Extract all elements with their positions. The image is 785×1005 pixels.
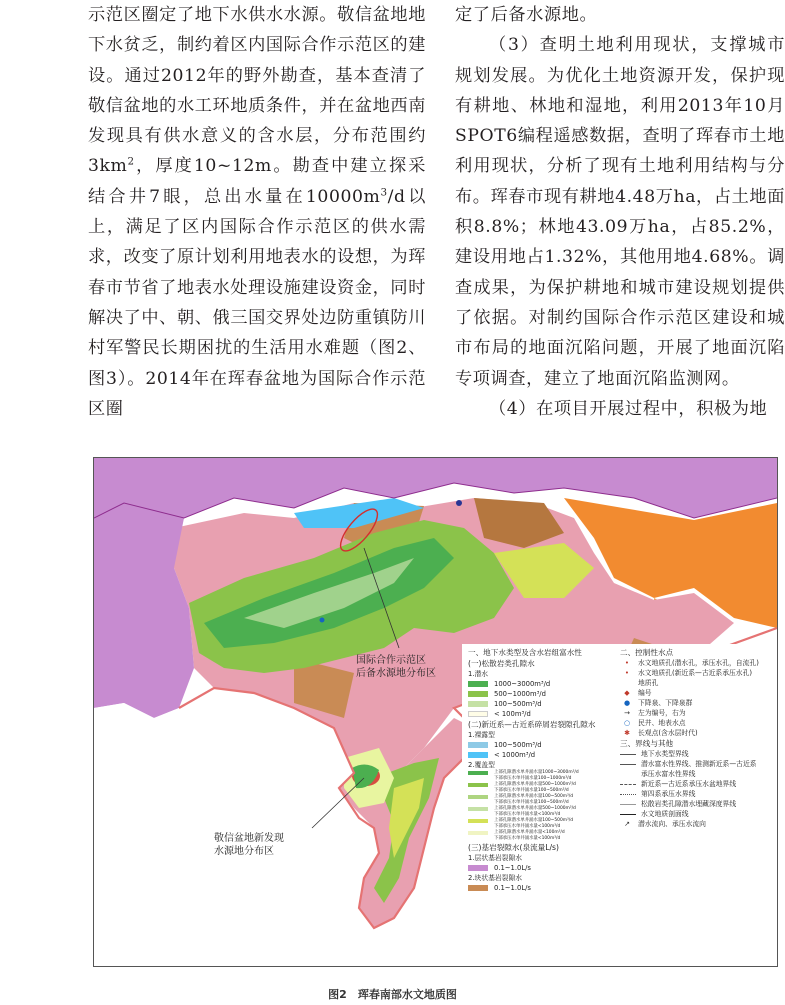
legend-line-4: 第四系承压水界线 — [620, 789, 765, 799]
legend-line-2: 潜水富水性界线、推测新近系—古近系承压水富水性界线 — [620, 759, 765, 779]
paragraph-project: （4）在项目开展过程中，积极为地 — [489, 398, 768, 419]
legend-q-3: 100~500m³/d — [468, 699, 618, 709]
arrow-icon: → — [624, 709, 630, 717]
legend-note: → 左为编号，右为 — [620, 708, 765, 718]
label-jingxin-source: 敬信盆地新发现 水源地分布区 — [214, 833, 284, 857]
legend-line-5: 松散岩类孔隙潜水埋藏深度界线 — [620, 799, 765, 809]
well-icon: ○ — [623, 719, 631, 727]
legend-line-3: 新近系—古近系承压水盆地界线 — [620, 779, 765, 789]
legend-civil-well: ○ 民井、地表水点 — [620, 718, 765, 728]
legend-q-1: 1000~3000m³/d — [468, 679, 618, 689]
monitor-icon: ✱ — [624, 729, 630, 737]
paragraph-left: 示范区圈定了地下水供水水源。敬信盆地地下水贫乏，制约着区内国际合作示范区的建设。通过2012年的野外勘查，基本查清了敬信盆地的水工环地质条件，并在盆地西南发现具有供水意义的含水层，分布范围约$3km^2$，厚度10~12m。勘查中建立探采结合井7眼，总出水量在$10000m^3/d$以上，满足了区内国际合作示范区的供水需求，改变了原计划利用地表水的设想，为珲春市节省了地表水处理设施建设资金，同时解决了中、朝、俄三国交界处边防重镇防川村军警民长期困扰的生活用水难题（图2、图3）。2014年在珲春盆地为国际合作示范区圈 — [88, 5, 426, 419]
paragraph-continued: 定了后备水源地。 — [455, 5, 598, 25]
legend-well-3: 地质孔 — [638, 679, 659, 687]
legend-f-list: 上部孔隙潜水单井涌水量1000~3000m³/d 下部承压水单井涌水量100~1000m³/d 上部孔隙潜水单井涌水量500~1000m³/d 下部承压水单井涌水量100~500m³/d 上部孔隙潜水单井涌水量100~500m³/d 下部承压水单井涌水量100~500m³/d 上部孔隙潜水单井涌水量500~1000m³/d 下部承压水单井涌水量<100m³/d 上部孔隙潜水单井涌水量100~500m³/d 下部承压水单井涌水量<100m³/d 上部孔隙潜水单井涌水量<100m³/d 下部承压水单井涌水量<100m³/d — [468, 770, 618, 842]
figure-caption: 图2 珲春南部水文地质图 — [328, 988, 457, 1001]
legend-line-6: 水文地质剖面线 — [620, 809, 765, 819]
legend-number: ◆ 编号 — [620, 688, 765, 698]
legend-kz: 0.1~1.0L/s — [468, 883, 618, 893]
text-column-left — [88, 0, 426, 424]
legend-c-2: < 1000m³/d — [468, 750, 618, 760]
legend-c-1: 100~500m³/d — [468, 740, 618, 750]
legend-well-2: • 水文地质孔(新近系—古近系承压水孔) — [620, 668, 765, 678]
map-legend — [462, 644, 767, 960]
well-icon: • — [624, 669, 630, 677]
hydrogeology-map — [93, 457, 778, 967]
legend-well-1: • 水文地质孔(潜水孔，承压水孔，自流孔) — [620, 658, 765, 668]
spring-icon: ● — [623, 699, 631, 707]
legend-column-1: 一、地下水类型及含水岩组富水性 (一)松散岩类孔隙水 1.潜水 1000~3000m³/d 500~1000m³/d 100~500m³/d < 100m³/d (二)新近系—古近系碎屑岩裂隙孔隙水 1.裸露型 100~500m³/d < 1000m³/d 2.覆盖型 上部孔隙潜水单井涌水量1000~3000m³/d 下部承压水单井涌水量100~1000m³/d 上部孔隙潜水单井涌水量500~1000m³/d 下部承压水单井涌水量100~500m³/d 上部孔隙潜水单井涌水量100~500m³/d 下部承压水单井涌水量100~500m³/d 上部孔隙潜水单井涌水量500~1000m³/d 下部承压水单井涌水量<100m³/d 上部孔隙潜水单井涌水量100~500m³/d 下部承压水单井涌水量<100m³/d 上部孔隙潜水单井涌水量<100m³/d 下部承压水单井涌水量<100m³/d (三)基岩裂隙水(泉流量L/s) 1.层状基岩裂隙水 0.1~1.0L/s 2.块状基岩裂隙水 0.1~1.0L/s — [468, 647, 618, 893]
arrow-icon: ↗ — [624, 820, 630, 828]
text-column-right — [455, 0, 785, 424]
legend-q-4: < 100m³/d — [468, 709, 618, 719]
legend-line-1: 地下水类型界线 — [620, 749, 765, 759]
legend-column-2: 二、控制性水点 • 水文地质孔(潜水孔，承压水孔，自流孔) • 水文地质孔(新近系—古近系承压水孔) 地质孔 ◆ 编号 ● 下降泉、下降泉群 → 左为编号，右为 ○ 民井、地表水点 ✱ 长观点(含水层时代) 三、界线与其他 地下水类型界线 潜水富水性界线、推测新近系—古近系承压水富水性界线 新近系—古近系承压水盆地界线 第四系承压水界线 松散岩类孔隙潜水埋藏深度界线 水文地质剖面线 ↗ 潜水流向、承压水流向 — [620, 647, 765, 829]
well-icon: • — [624, 659, 630, 667]
legend-line-7: ↗ 潜水流向、承压水流向 — [620, 819, 765, 829]
legend-spring: ● 下降泉、下降泉群 — [620, 698, 765, 708]
label-reserve-source: 国际合作示范区 后备水源地分布区 — [356, 655, 436, 679]
legend-monitor: ✱ 长观点(含水层时代) — [620, 728, 765, 738]
marker-icon: ◆ — [624, 689, 630, 697]
legend-q-2: 500~1000m³/d — [468, 689, 618, 699]
legend-cz: 0.1~1.0L/s — [468, 863, 618, 873]
paragraph-land-use: （3）查明土地利用现状，支撑城市规划发展。为优化土地资源开发，保护现有耕地、林地和湿地，利用2013年10月SPOT6编程遥感数据，查明了珲春市土地利用现状，分析了现有土地利用结构与分布。珲春市现有耕地4.48万ha，占土地面积8.8%；林地43.09万ha，占85.2%，建设用地占1.32%，其他用地4.68%。调查成果，为保护耕地和城市建设规划提供了依据。对制约国际合作示范区建设和城市布局的地面沉陷问题，开展了地面沉陷专项调查，建立了地面沉陷监测网。 — [455, 35, 785, 389]
